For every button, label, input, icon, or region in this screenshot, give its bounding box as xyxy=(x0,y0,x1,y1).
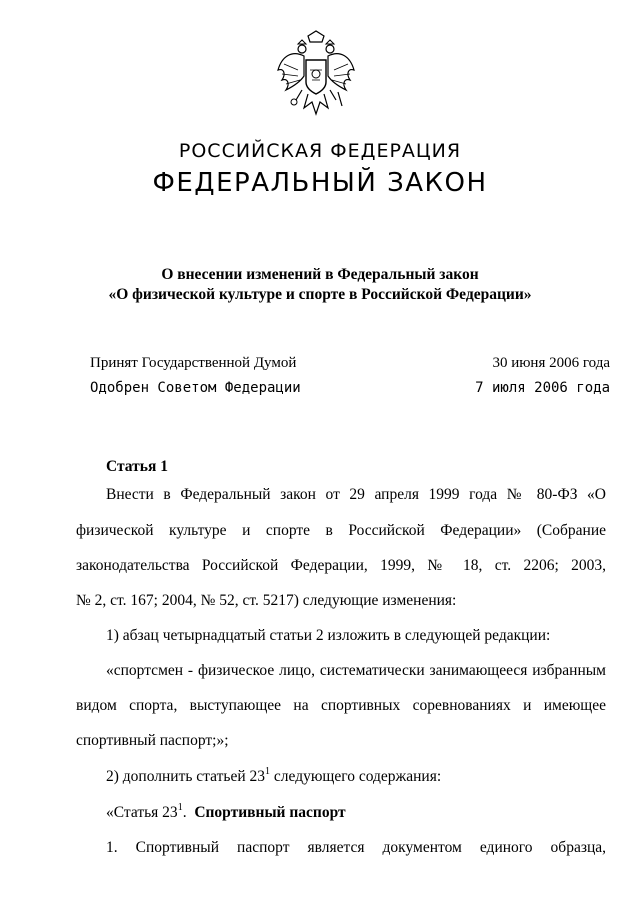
russian-coat-of-arms-icon xyxy=(274,30,358,126)
amendment-item-2-rest: следующего содержания: xyxy=(270,768,442,785)
council-approval-date: 7 июля 2006 года xyxy=(475,380,610,396)
amendment-item-2-text: 2) дополнить статьей 23 xyxy=(106,768,266,785)
duma-adoption-date: 30 июня 2006 года xyxy=(492,355,610,371)
passport-point-1: 1. Спортивный паспорт является документом единого образца, xyxy=(106,839,606,856)
law-title-line-1: О внесении изменений в Федеральный закон xyxy=(161,266,479,283)
article-1-intro-line-1: Внести в Федеральный закон от 29 апреля 1999 года № 80-ФЗ «О xyxy=(106,486,606,503)
new-article-number: «Статья 23 xyxy=(106,804,178,821)
article-1-heading: Статья 1 xyxy=(106,458,168,475)
amendment-item-2 xyxy=(106,768,441,786)
article-1-intro-line-2: физической культуре и спорте в Российской Федерации» (Собрание xyxy=(76,522,606,539)
quote-line-2: видом спорта, выступающее на спортивных соревнованиях и имеющее xyxy=(76,697,606,714)
country-heading: РОССИЙСКАЯ ФЕДЕРАЦИЯ xyxy=(178,140,462,162)
superscript-1b: 1 xyxy=(177,802,183,813)
article-1-intro-line-3: законодательства Российской Федерации, 1999, № 18, ст. 2206; 2003, xyxy=(76,557,606,574)
amendment-item-1: 1) абзац четырнадцатый статьи 2 изложить в следующей редакции: xyxy=(106,627,551,644)
document-type-heading: ФЕДЕРАЛЬНЫЙ ЗАКОН xyxy=(152,168,488,198)
quote-line-3: спортивный паспорт;»; xyxy=(76,732,229,749)
council-approval-label: Одобрен Советом Федерации xyxy=(90,380,301,396)
new-article-heading xyxy=(106,804,346,822)
new-article-dot: . xyxy=(182,804,187,821)
quote-line-1: «спортсмен - физическое лицо, систематически занимающееся избранным xyxy=(106,662,606,679)
article-1-intro-line-4: № 2, ст. 167; 2004, № 52, ст. 5217) следующие изменения: xyxy=(76,592,457,609)
superscript-1: 1 xyxy=(265,766,271,777)
new-article-title: Спортивный паспорт xyxy=(194,804,346,821)
duma-adoption-label: Принят Государственной Думой xyxy=(90,355,297,371)
law-title-line-2: «О физической культуре и спорте в Российской Федерации» xyxy=(108,286,532,303)
